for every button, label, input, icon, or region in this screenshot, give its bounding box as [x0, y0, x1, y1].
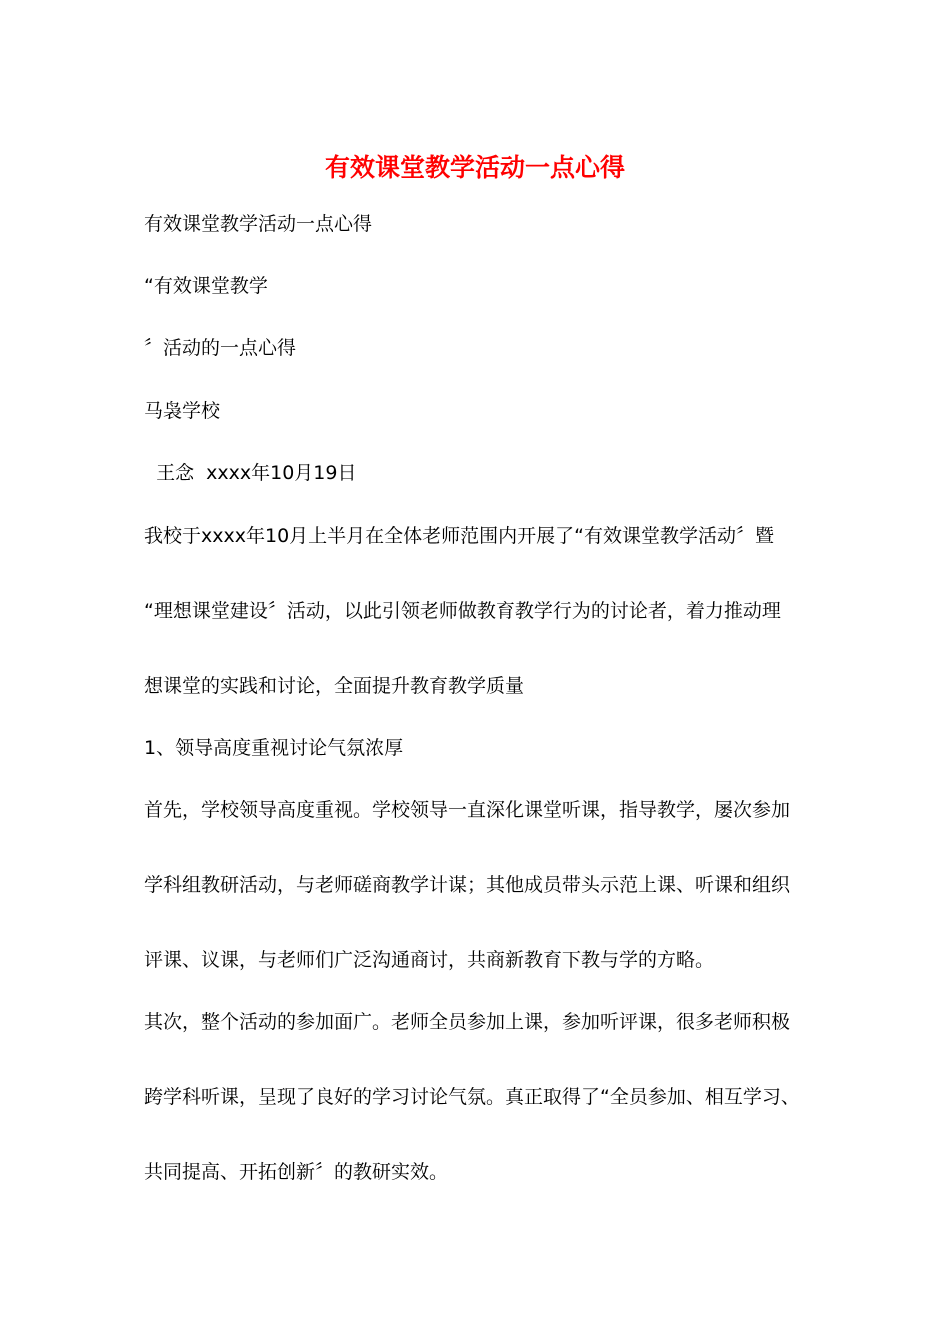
paragraph-3-line-3: 共同提高、开拓创新〞的教研实效。 — [144, 1161, 449, 1183]
subtitle-line: 有效课堂教学活动一点心得 — [144, 213, 373, 235]
paragraph-3-line-2: 跨学科听课，呈现了良好的学习讨论气氛。真正取得了“全员参加、相互学习、 — [144, 1086, 800, 1108]
paragraph-1-line-3: 想课堂的实践和讨论，全面提升教育教学质量 — [144, 675, 525, 697]
paragraph-2-line-3: 评课、议课，与老师们广泛沟通商讨，共商新教育下教与学的方略。 — [144, 949, 715, 971]
paragraph-1-line-2: “理想课堂建设〞活动，以此引领老师做教育教学行为的讨论者，着力推动理 — [144, 600, 781, 622]
document-title: 有效课堂教学活动一点心得 — [324, 153, 625, 182]
author-date-line: 王念 xxxx年10月19日 — [144, 462, 357, 484]
paragraph-1-line-1: 我校于xxxx年10月上半月在全体老师范围内开展了“有效课堂教学活动〞暨 — [144, 525, 774, 547]
heading-line-2: 〞活动的一点心得 — [144, 337, 297, 359]
paragraph-2-line-2: 学科组教研活动，与老师磋商教学计谋；其他成员带头示范上课、听课和组织 — [144, 874, 791, 896]
paragraph-2-line-1: 首先，学校领导高度重视。学校领导一直深化课堂听课，指导教学，屡次参加 — [144, 799, 791, 821]
section-heading: 1、领导高度重视讨论气氛浓厚 — [144, 737, 404, 759]
school-name: 马袅学校 — [144, 400, 221, 422]
heading-line-1: “有效课堂教学 — [144, 275, 268, 297]
paragraph-3-line-1: 其次，整个活动的参加面广。老师全员参加上课，参加听评课，很多老师积极 — [144, 1011, 791, 1033]
